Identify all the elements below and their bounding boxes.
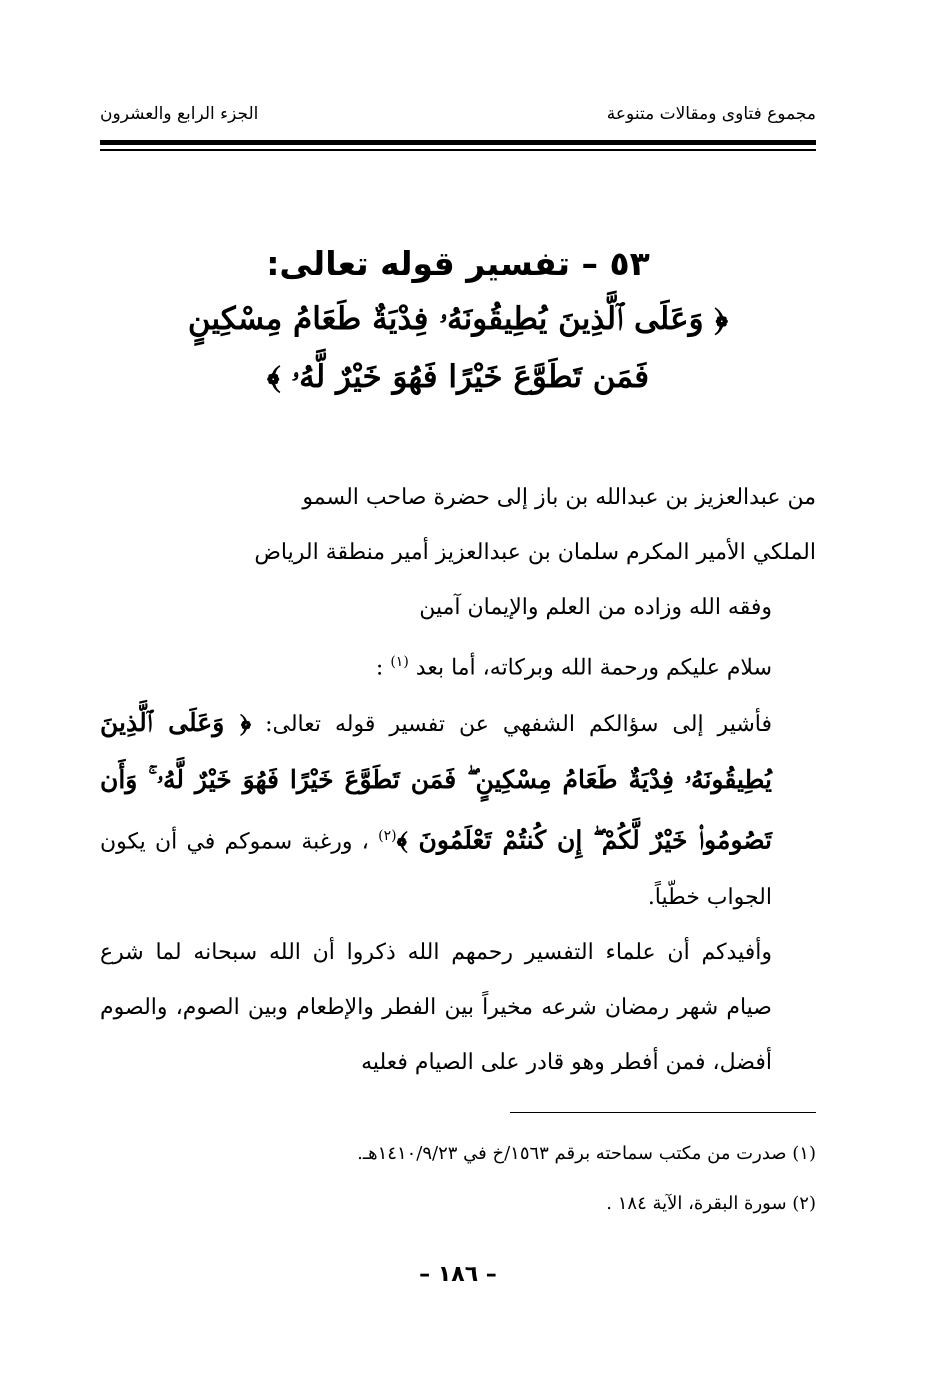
footnote-ref-2: (٢) (378, 828, 397, 845)
title-verse-line1: ﴿ وَعَلَى ٱلَّذِينَ يُطِيقُونَهُۥ فِدْيَةٌ طَعَامُ مِسْكِينٍ (187, 301, 729, 337)
letter-body (100, 470, 816, 1090)
footnote-1: (١) صدرت من مكتب سماحته برقم ١٥٦٣/خ في ١٤١٠/٩/٢٣هـ. (357, 1143, 816, 1164)
footnote-ref-1: (١) (390, 654, 409, 670)
quoted-verse: ﴿ وَعَلَى ٱلَّذِينَ يُطِيقُونَهُۥ فِدْيَةٌ طَعَامُ مِسْكِينٍ ۖ فَمَن تَطَوَّعَ خَيْرًا فَهُوَ خَيْرٌ لَّهُۥ ۚ وَأَن تَصُومُوا۟ خَيْرٌ لَّكُمْ ۖ إِن كُنتُمْ تَعْلَمُونَ ﴾ (100, 708, 772, 855)
question-text: فأشير إلى سؤالكم الشفهي عن تفسير قوله تعالى: (265, 712, 772, 738)
greeting-text: سلام عليكم ورحمة الله وبركاته، أما بعد (415, 655, 772, 681)
footnote-2: (٢) سورة البقرة، الآية ١٨٤ . (606, 1193, 816, 1214)
footnote-separator (510, 1112, 816, 1113)
page-number: – ١٨٦ – (419, 1262, 497, 1287)
paragraph-answer: وأفيدكم أن علماء التفسير رحمهم الله ذكروا أن الله سبحانه لما شرع صيام شهر رمضان شرعه مخيراً بين الفطر والإطعام وبين الصوم، والصوم أفضل، فمن أفطر وهو قادر على الصيام فعليه (100, 939, 772, 1075)
letter-from-line1: من عبدالعزيز بن عبدالله بن باز إلى حضرة صاحب السمو (302, 485, 816, 510)
volume-label: الجزء الرابع والعشرون (100, 104, 259, 124)
book-title: مجموع فتاوى ومقالات متنوعة (606, 104, 816, 124)
greeting-colon: : (375, 655, 384, 681)
section-heading: ٥٣ – تفسير قوله تعالى: (266, 244, 650, 283)
title-verse-line2: فَمَن تَطَوَّعَ خَيْرًا فَهُوَ خَيْرٌ لَّهُۥ ﴾ (266, 359, 650, 395)
section-title (100, 238, 816, 406)
letter-blessing: وفقه الله وزاده من العلم والإيمان آمين (419, 595, 772, 620)
footnotes (100, 1140, 816, 1218)
header-rule-thick (100, 140, 816, 145)
running-header (100, 100, 816, 130)
letter-greeting (100, 635, 816, 695)
paragraph-question (100, 695, 816, 924)
letter-from-line2: الملكي الأمير المكرم سلمان بن عبدالعزيز أمير منطقة الرياض (254, 540, 816, 565)
question-text-end: ، ورغبة سموكم في أن يكون الجواب خطّياً. (100, 829, 772, 910)
header-rule-thin (100, 149, 816, 151)
